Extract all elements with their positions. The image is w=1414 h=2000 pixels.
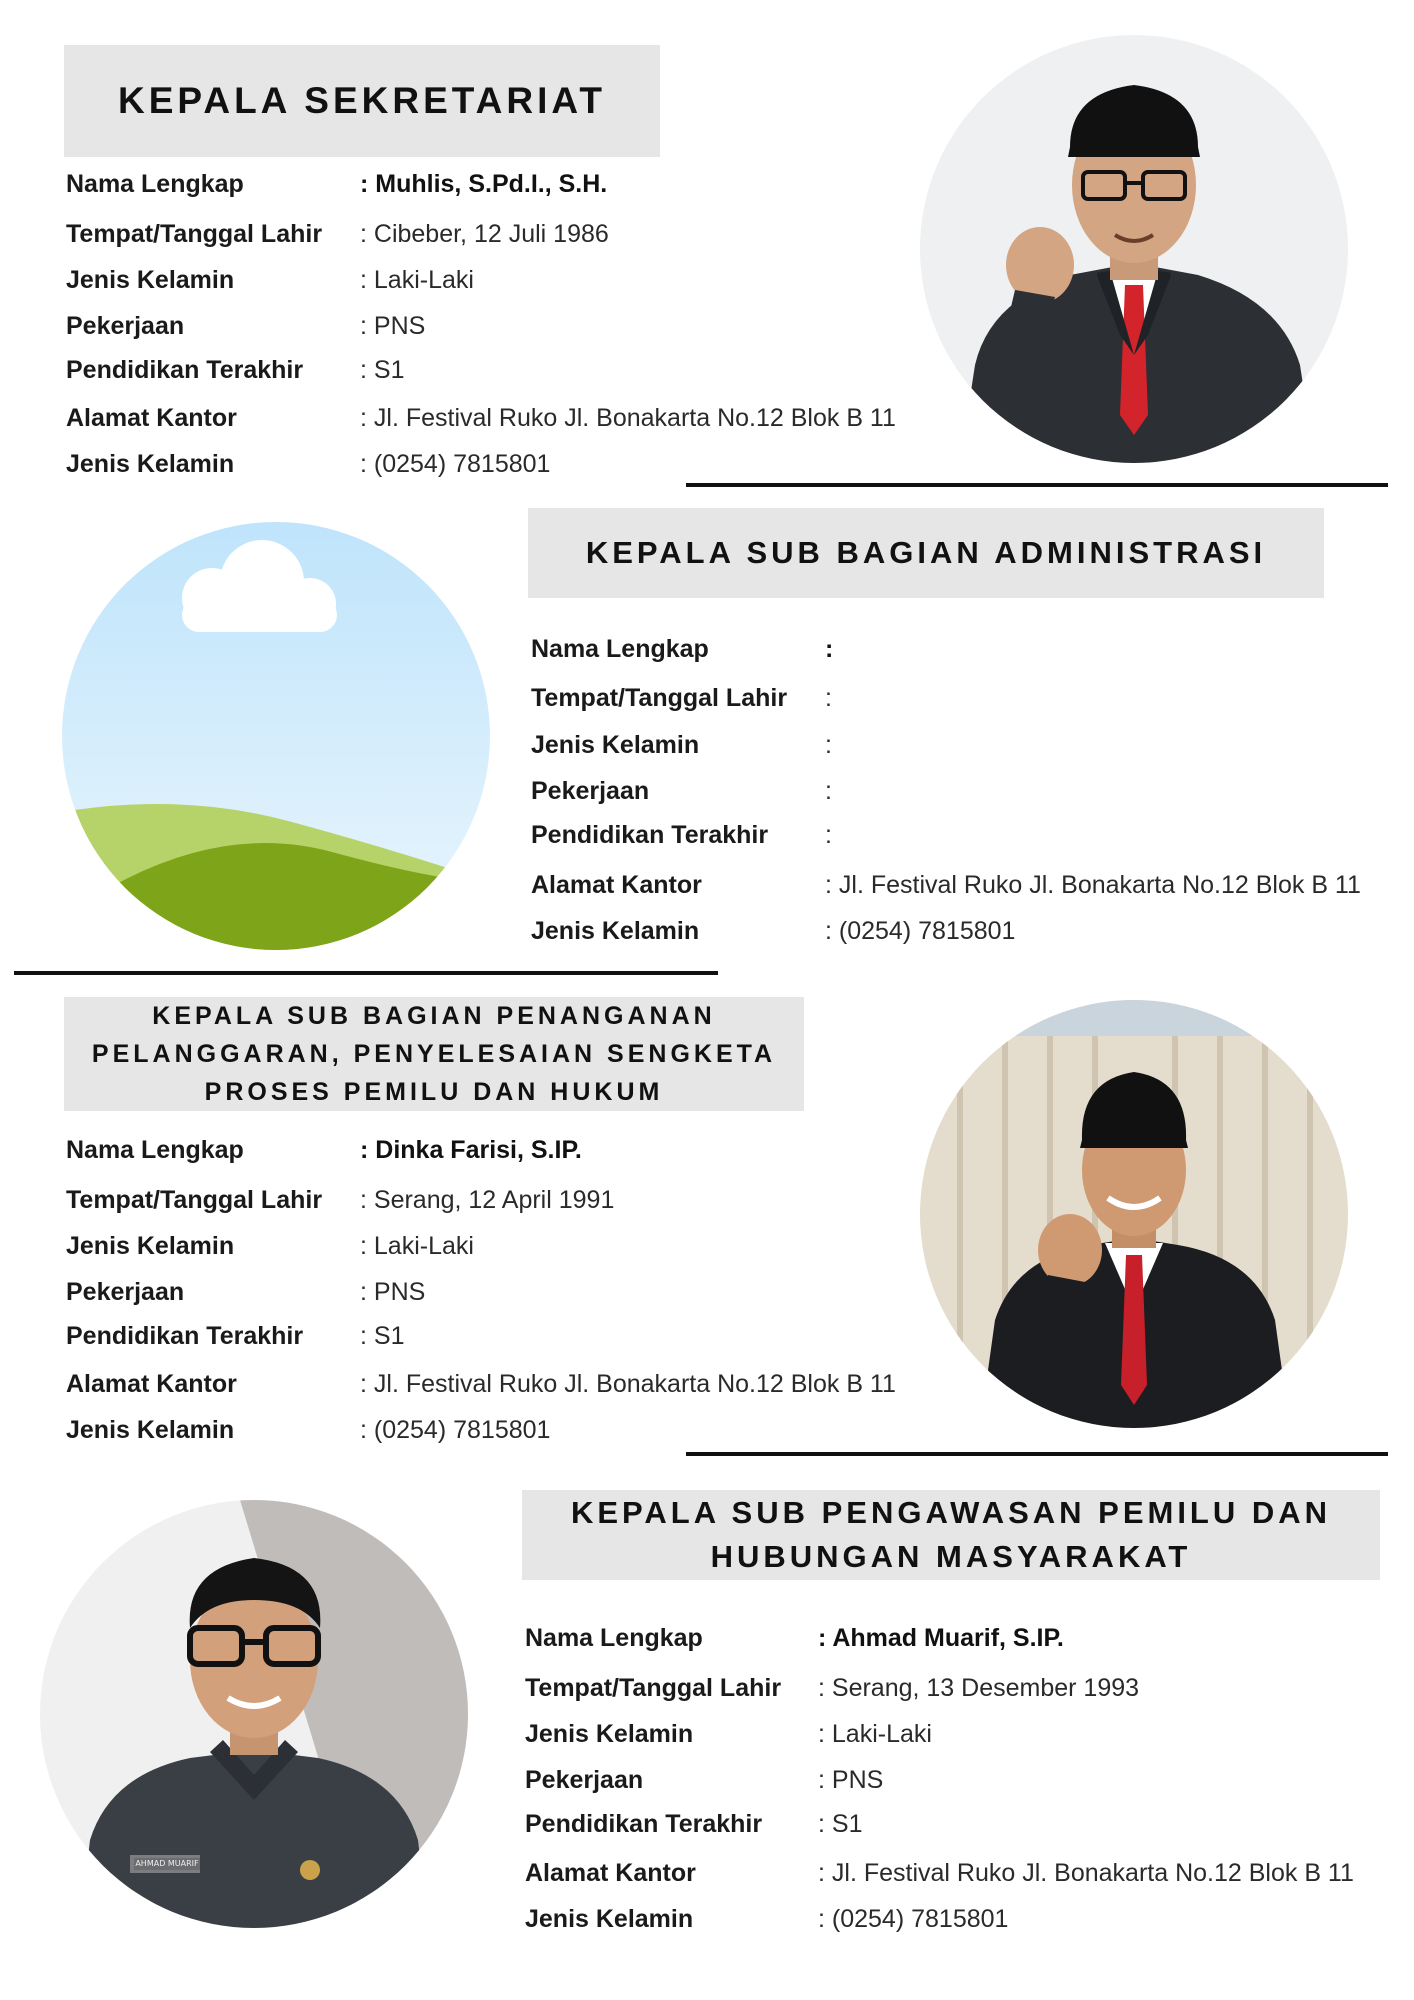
row-value: : Laki-Laki: [360, 266, 474, 294]
row-value: : Laki-Laki: [360, 1232, 474, 1260]
row-label: Tempat/Tanggal Lahir: [531, 684, 788, 712]
section-title: [64, 45, 660, 157]
row-label: Nama Lengkap: [531, 635, 709, 663]
row-value: : Jl. Festival Ruko Jl. Bonakarta No.12 Blok B 11: [825, 871, 1361, 899]
section-title: [528, 508, 1324, 598]
row-value: : Dinka Farisi, S.IP.: [360, 1136, 582, 1164]
section-title: [64, 997, 804, 1111]
row-label: Pekerjaan: [531, 777, 650, 805]
profile-info: [66, 1136, 966, 1456]
row-label: Jenis Kelamin: [66, 450, 235, 478]
section-title-line: PELANGGARAN, PENYELESAIAN SENGKETA: [91, 1040, 777, 1068]
row-label: Jenis Kelamin: [66, 1416, 235, 1444]
section-title-line: KEPALA SUB PENGAWASAN PEMILU DAN: [570, 1495, 1332, 1530]
row-value: :: [825, 731, 832, 759]
row-value: : (0254) 7815801: [360, 1416, 551, 1444]
row-label: Alamat Kantor: [525, 1859, 696, 1887]
row-value: : Laki-Laki: [818, 1720, 932, 1748]
row-value: :: [825, 821, 832, 849]
divider-line: [686, 1452, 1388, 1456]
portrait-photo: [920, 35, 1348, 463]
row-label: Tempat/Tanggal Lahir: [66, 1186, 323, 1214]
row-value: :: [825, 635, 834, 663]
row-label: Jenis Kelamin: [66, 266, 235, 294]
row-value: : S1: [360, 356, 405, 384]
row-label: Tempat/Tanggal Lahir: [525, 1674, 782, 1702]
row-label: Alamat Kantor: [66, 1370, 237, 1398]
name-tag-text: AHMAD MUARIF: [135, 1859, 199, 1868]
row-value: : Jl. Festival Ruko Jl. Bonakarta No.12 Blok B 11: [818, 1859, 1354, 1887]
row-label: Nama Lengkap: [525, 1624, 703, 1652]
section-title-line: KEPALA SUB BAGIAN ADMINISTRASI: [585, 535, 1267, 570]
section-title: [522, 1490, 1380, 1580]
row-label: Jenis Kelamin: [525, 1720, 694, 1748]
portrait-photo: [40, 1500, 468, 1928]
row-label: Pendidikan Terakhir: [66, 356, 304, 384]
row-value: : PNS: [360, 1278, 426, 1306]
profile-info: [531, 635, 1411, 955]
row-value: : Serang, 13 Desember 1993: [818, 1674, 1140, 1702]
row-label: Nama Lengkap: [66, 1136, 244, 1164]
row-label: Jenis Kelamin: [531, 731, 700, 759]
row-label: Pendidikan Terakhir: [525, 1810, 763, 1838]
section-title-line: HUBUNGAN MASYARAKAT: [710, 1539, 1192, 1574]
row-value: : PNS: [360, 312, 426, 340]
row-label: Pekerjaan: [66, 1278, 185, 1306]
divider-line: [14, 971, 718, 975]
row-value: : Jl. Festival Ruko Jl. Bonakarta No.12 Blok B 11: [360, 1370, 896, 1398]
row-value: : Muhlis, S.Pd.I., S.H.: [360, 170, 608, 198]
row-label: Jenis Kelamin: [66, 1232, 235, 1260]
row-value: :: [825, 684, 832, 712]
row-label: Jenis Kelamin: [525, 1905, 694, 1933]
row-value: : Serang, 12 April 1991: [360, 1186, 615, 1214]
row-value: : (0254) 7815801: [818, 1905, 1009, 1933]
divider-line: [686, 483, 1388, 487]
placeholder-image-icon: [62, 522, 490, 950]
row-label: Alamat Kantor: [531, 871, 702, 899]
row-label: Pendidikan Terakhir: [66, 1322, 304, 1350]
row-value: : Jl. Festival Ruko Jl. Bonakarta No.12 Blok B 11: [360, 404, 896, 432]
profile-info: [66, 170, 966, 490]
row-value: : Cibeber, 12 Juli 1986: [360, 220, 609, 248]
row-label: Pendidikan Terakhir: [531, 821, 769, 849]
row-label: Alamat Kantor: [66, 404, 237, 432]
name-tag: [134, 1858, 200, 1870]
row-label: Nama Lengkap: [66, 170, 244, 198]
row-label: Jenis Kelamin: [531, 917, 700, 945]
profile-info: [525, 1624, 1405, 1944]
row-value: : (0254) 7815801: [360, 450, 551, 478]
row-value: : PNS: [818, 1766, 884, 1794]
portrait-photo: [920, 1000, 1348, 1428]
row-value: :: [825, 777, 832, 805]
row-value: : S1: [818, 1810, 863, 1838]
row-value: : S1: [360, 1322, 405, 1350]
section-title-line: KEPALA SEKRETARIAT: [118, 80, 606, 121]
row-value: : Ahmad Muarif, S.IP.: [818, 1624, 1064, 1652]
row-label: Pekerjaan: [66, 312, 185, 340]
row-label: Pekerjaan: [525, 1766, 644, 1794]
section-title-line: PROSES PEMILU DAN HUKUM: [204, 1078, 664, 1106]
row-value: : (0254) 7815801: [825, 917, 1016, 945]
section-title-line: KEPALA SUB BAGIAN PENANGANAN: [152, 1002, 716, 1030]
row-label: Tempat/Tanggal Lahir: [66, 220, 323, 248]
